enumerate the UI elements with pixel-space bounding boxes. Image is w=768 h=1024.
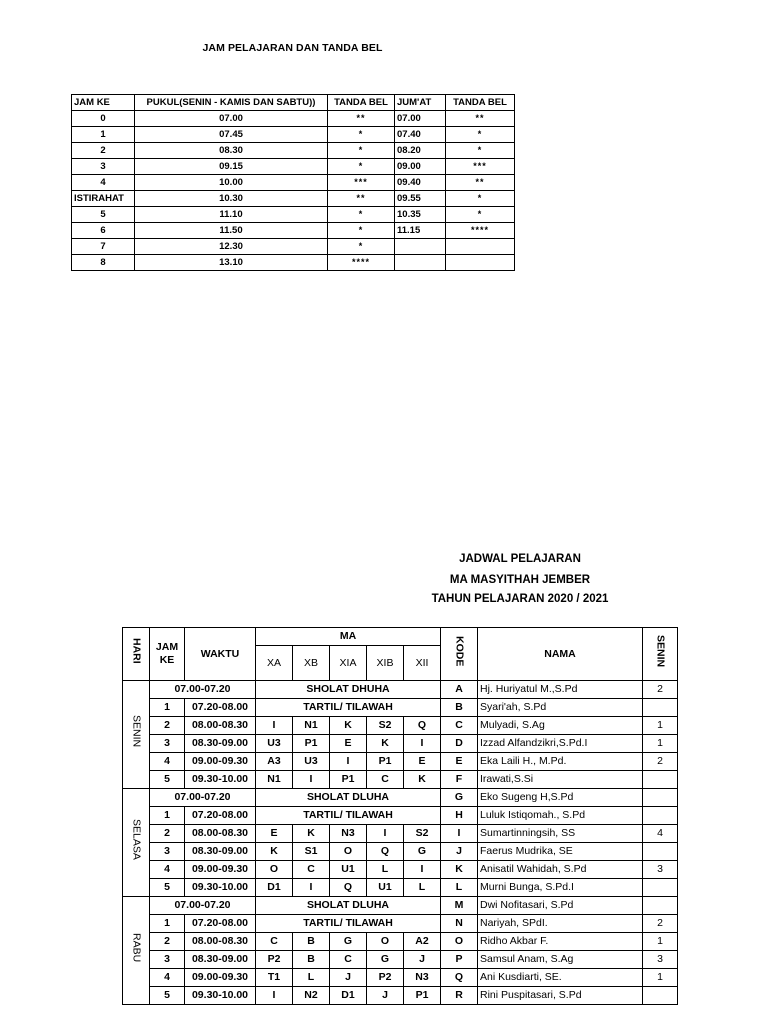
cell-activity: TARTIL/ TILAWAH [256,699,441,717]
cell-nama: Ridho Akbar F. [478,933,643,951]
cell-subject-code: G [367,951,404,969]
cell-tanda-bel-jumat: * [446,207,515,223]
col-header-tanda-bel-jumat: TANDA BEL [446,95,515,111]
cell-subject-code: D1 [256,879,293,897]
cell-nama: Luluk Istiqomah., S.Pd [478,807,643,825]
cell-senin [643,987,678,1005]
table-row [123,861,678,879]
cell-subject-code: S2 [367,717,404,735]
cell-nama: Hj. Huriyatul M.,S.Pd [478,681,643,699]
cell-subject-code: K [404,771,441,789]
cell-subject-code: B [293,933,330,951]
cell-subject-code: I [256,987,293,1005]
cell-tanda-bel: * [328,143,395,159]
table-row [123,951,678,969]
cell-nama: Anisatil Wahidah, S.Pd [478,861,643,879]
cell-jam-ke: ISTIRAHAT [72,191,135,207]
table-row [72,207,515,223]
cell-subject-code: O [367,933,404,951]
cell-activity: SHOLAT DLUHA [256,897,441,915]
cell-waktu: 07.00-07.20 [150,897,256,915]
col-header-class: XIA [330,646,367,681]
cell-senin: 1 [643,735,678,753]
cell-waktu: 08.30-09.00 [185,735,256,753]
cell-subject-code: E [404,753,441,771]
cell-tanda-bel-jumat: *** [446,159,515,175]
cell-subject-code: G [404,843,441,861]
cell-tanda-bel-jumat: * [446,191,515,207]
cell-kode: O [441,933,478,951]
col-header-tanda-bel: TANDA BEL [328,95,395,111]
cell-subject-code: P2 [367,969,404,987]
cell-subject-code: I [404,735,441,753]
cell-jam-ke: 2 [150,825,185,843]
cell-subject-code: C [367,771,404,789]
cell-subject-code: I [293,771,330,789]
cell-senin: 3 [643,861,678,879]
day-cell: SENIN [123,681,150,789]
col-header-pukul: PUKUL(SENIN - KAMIS DAN SABTU)) [135,95,328,111]
cell-pukul: 07.00 [135,111,328,127]
col-header-ma: MA [256,628,441,646]
table-row [123,681,678,699]
cell-nama: Mulyadi, S.Ag [478,717,643,735]
cell-waktu: 09.30-10.00 [185,771,256,789]
cell-senin [643,807,678,825]
cell-senin [643,771,678,789]
cell-nama: Samsul Anam, S.Ag [478,951,643,969]
cell-waktu: 08.30-09.00 [185,843,256,861]
cell-jam-ke: 3 [150,735,185,753]
cell-jam-ke: 2 [150,933,185,951]
cell-pukul: 09.15 [135,159,328,175]
cell-waktu: 09.30-10.00 [185,879,256,897]
table-row [123,933,678,951]
bell-schedule-title: JAM PELAJARAN DAN TANDA BEL [202,42,383,54]
cell-kode: L [441,879,478,897]
cell-subject-code: Q [330,879,367,897]
table-row [123,771,678,789]
table-row [123,753,678,771]
bell-schedule-table [71,94,515,271]
cell-waktu: 08.30-09.00 [185,951,256,969]
cell-nama: Sumartinningsih, SS [478,825,643,843]
cell-subject-code: A3 [256,753,293,771]
cell-subject-code: P1 [330,771,367,789]
cell-subject-code: N1 [256,771,293,789]
cell-kode: E [441,753,478,771]
table-header-row [72,95,515,111]
cell-jumat [395,255,446,271]
cell-kode: A [441,681,478,699]
cell-subject-code: C [330,951,367,969]
cell-subject-code: A2 [404,933,441,951]
cell-kode: I [441,825,478,843]
col-header-hari: HARI [123,628,150,681]
cell-subject-code: C [256,933,293,951]
cell-senin: 4 [643,825,678,843]
cell-subject-code: Q [367,843,404,861]
cell-jam-ke: 8 [72,255,135,271]
cell-jumat: 09.40 [395,175,446,191]
school-name: MA MASYITHAH JEMBER [449,574,591,586]
cell-subject-code: I [367,825,404,843]
table-row [123,789,678,807]
cell-pukul: 10.00 [135,175,328,191]
cell-jam-ke: 0 [72,111,135,127]
cell-jumat: 08.20 [395,143,446,159]
cell-subject-code: B [293,951,330,969]
cell-tanda-bel: * [328,223,395,239]
cell-senin: 3 [643,951,678,969]
cell-jam-ke: 3 [150,843,185,861]
cell-jam-ke: 2 [150,717,185,735]
table-row [72,191,515,207]
cell-subject-code: S2 [404,825,441,843]
cell-senin: 2 [643,681,678,699]
cell-subject-code: E [256,825,293,843]
table-row [123,897,678,915]
cell-waktu: 07.20-08.00 [185,807,256,825]
cell-subject-code: C [293,861,330,879]
cell-subject-code: S1 [293,843,330,861]
cell-subject-code: N3 [404,969,441,987]
table-row [72,159,515,175]
cell-kode: F [441,771,478,789]
cell-waktu: 08.00-08.30 [185,717,256,735]
cell-senin [643,699,678,717]
cell-jumat [395,239,446,255]
cell-jam-ke: 5 [72,207,135,223]
cell-pukul: 13.10 [135,255,328,271]
cell-jam-ke: 7 [72,239,135,255]
cell-waktu: 09.00-09.30 [185,969,256,987]
cell-waktu: 07.20-08.00 [185,915,256,933]
cell-pukul: 08.30 [135,143,328,159]
cell-senin [643,897,678,915]
cell-subject-code: Q [404,717,441,735]
cell-tanda-bel: * [328,159,395,175]
cell-jumat: 10.35 [395,207,446,223]
cell-jam-ke: 1 [72,127,135,143]
cell-tanda-bel-jumat: * [446,127,515,143]
cell-subject-code: K [293,825,330,843]
table-row [72,175,515,191]
cell-tanda-bel-jumat [446,239,515,255]
cell-subject-code: L [367,861,404,879]
cell-waktu: 09.00-09.30 [185,753,256,771]
cell-nama: Izzad Alfandzikri,S.Pd.I [478,735,643,753]
table-row [72,239,515,255]
cell-nama: Nariyah, SPdI. [478,915,643,933]
cell-jam-ke: 4 [150,753,185,771]
cell-nama: Rini Puspitasari, S.Pd [478,987,643,1005]
cell-jam-ke: 2 [72,143,135,159]
cell-kode: J [441,843,478,861]
cell-waktu: 09.30-10.00 [185,987,256,1005]
cell-waktu: 08.00-08.30 [185,825,256,843]
cell-subject-code: U3 [293,753,330,771]
cell-tanda-bel: * [328,127,395,143]
table-row [123,807,678,825]
cell-senin [643,843,678,861]
table-row [72,111,515,127]
cell-tanda-bel-jumat: **** [446,223,515,239]
cell-subject-code: P1 [367,753,404,771]
cell-tanda-bel: **** [328,255,395,271]
cell-subject-code: N2 [293,987,330,1005]
col-header-senin: SENIN [643,628,678,681]
col-header-jam-ke: JAM KE [72,95,135,111]
cell-kode: K [441,861,478,879]
cell-jumat: 09.00 [395,159,446,175]
cell-jumat: 07.00 [395,111,446,127]
cell-senin: 1 [643,969,678,987]
col-header-class: XII [404,646,441,681]
cell-waktu: 07.00-07.20 [150,681,256,699]
cell-nama: Syari'ah, S.Pd [478,699,643,717]
table-row [123,969,678,987]
lesson-schedule-table [122,627,678,1005]
day-cell: RABU [123,897,150,1005]
table-row [123,699,678,717]
cell-pukul: 11.10 [135,207,328,223]
schedule-title: JADWAL PELAJARAN [459,553,581,565]
cell-subject-code: J [404,951,441,969]
cell-jam-ke: 1 [150,699,185,717]
cell-jam-ke: 3 [150,951,185,969]
cell-jam-ke: 5 [150,771,185,789]
cell-activity: TARTIL/ TILAWAH [256,807,441,825]
cell-kode: H [441,807,478,825]
cell-subject-code: D1 [330,987,367,1005]
table-row [123,987,678,1005]
col-header-jumat: JUM'AT [395,95,446,111]
cell-subject-code: T1 [256,969,293,987]
table-row [72,255,515,271]
cell-kode: D [441,735,478,753]
cell-subject-code: J [367,987,404,1005]
table-row [123,717,678,735]
cell-nama: Dwi Nofitasari, S.Pd [478,897,643,915]
table-row [123,879,678,897]
cell-kode: R [441,987,478,1005]
cell-subject-code: K [367,735,404,753]
table-row [123,843,678,861]
cell-tanda-bel-jumat [446,255,515,271]
cell-subject-code: I [404,861,441,879]
cell-subject-code: K [330,717,367,735]
cell-jam-ke: 6 [72,223,135,239]
cell-jam-ke: 4 [72,175,135,191]
cell-nama: Eko Sugeng H,S.Pd [478,789,643,807]
col-header-class: XB [293,646,330,681]
academic-year: TAHUN PELAJARAN 2020 / 2021 [431,593,609,605]
cell-subject-code: N3 [330,825,367,843]
table-row [123,825,678,843]
cell-nama: Eka Laili H., M.Pd. [478,753,643,771]
cell-waktu: 08.00-08.30 [185,933,256,951]
cell-waktu: 07.20-08.00 [185,699,256,717]
cell-subject-code: U1 [367,879,404,897]
cell-kode: Q [441,969,478,987]
cell-subject-code: K [256,843,293,861]
cell-tanda-bel-jumat: ** [446,175,515,191]
cell-subject-code: I [330,753,367,771]
cell-subject-code: O [256,861,293,879]
cell-subject-code: U1 [330,861,367,879]
cell-waktu: 09.00-09.30 [185,861,256,879]
cell-pukul: 07.45 [135,127,328,143]
cell-subject-code: N1 [293,717,330,735]
table-row [72,127,515,143]
cell-pukul: 10.30 [135,191,328,207]
table-row [72,223,515,239]
cell-jumat: 09.55 [395,191,446,207]
cell-jam-ke: 5 [150,987,185,1005]
cell-tanda-bel-jumat: * [446,143,515,159]
col-header-nama: NAMA [478,628,643,681]
col-header-waktu: WAKTU [185,628,256,681]
cell-activity: SHOLAT DLUHA [256,789,441,807]
cell-nama: Faerus Mudrika, SE [478,843,643,861]
cell-tanda-bel: ** [328,191,395,207]
cell-pukul: 12.30 [135,239,328,255]
col-header-class: XA [256,646,293,681]
col-header-class: XIB [367,646,404,681]
cell-kode: G [441,789,478,807]
table-row [72,143,515,159]
cell-senin: 1 [643,933,678,951]
cell-activity: SHOLAT DHUHA [256,681,441,699]
cell-subject-code: U3 [256,735,293,753]
cell-tanda-bel-jumat: ** [446,111,515,127]
cell-jam-ke: 1 [150,915,185,933]
cell-subject-code: E [330,735,367,753]
cell-subject-code: J [330,969,367,987]
cell-jam-ke: 4 [150,969,185,987]
cell-senin [643,879,678,897]
table-row [123,915,678,933]
cell-kode: M [441,897,478,915]
cell-subject-code: G [330,933,367,951]
cell-waktu: 07.00-07.20 [150,789,256,807]
table-header-row [123,628,678,646]
col-header-jam-ke: JAM KE [150,628,185,681]
cell-senin: 2 [643,753,678,771]
cell-senin: 2 [643,915,678,933]
cell-jumat: 07.40 [395,127,446,143]
cell-nama: Murni Bunga, S.Pd.I [478,879,643,897]
cell-subject-code: I [293,879,330,897]
cell-tanda-bel: * [328,239,395,255]
cell-subject-code: L [293,969,330,987]
cell-subject-code: P1 [293,735,330,753]
cell-subject-code: P2 [256,951,293,969]
cell-tanda-bel: ** [328,111,395,127]
day-cell: SELASA [123,789,150,897]
cell-subject-code: P1 [404,987,441,1005]
cell-jam-ke: 4 [150,861,185,879]
cell-subject-code: L [404,879,441,897]
cell-tanda-bel: * [328,207,395,223]
cell-activity: TARTIL/ TILAWAH [256,915,441,933]
cell-jam-ke: 1 [150,807,185,825]
cell-senin: 1 [643,717,678,735]
cell-subject-code: I [256,717,293,735]
cell-nama: Ani Kusdiarti, SE. [478,969,643,987]
cell-kode: B [441,699,478,717]
col-header-kode: KODE [441,628,478,681]
cell-kode: N [441,915,478,933]
cell-kode: C [441,717,478,735]
cell-jam-ke: 3 [72,159,135,175]
cell-jam-ke: 5 [150,879,185,897]
table-row [123,735,678,753]
cell-pukul: 11.50 [135,223,328,239]
cell-nama: Irawati,S.Si [478,771,643,789]
cell-senin [643,789,678,807]
cell-subject-code: O [330,843,367,861]
cell-kode: P [441,951,478,969]
cell-tanda-bel: *** [328,175,395,191]
cell-jumat: 11.15 [395,223,446,239]
